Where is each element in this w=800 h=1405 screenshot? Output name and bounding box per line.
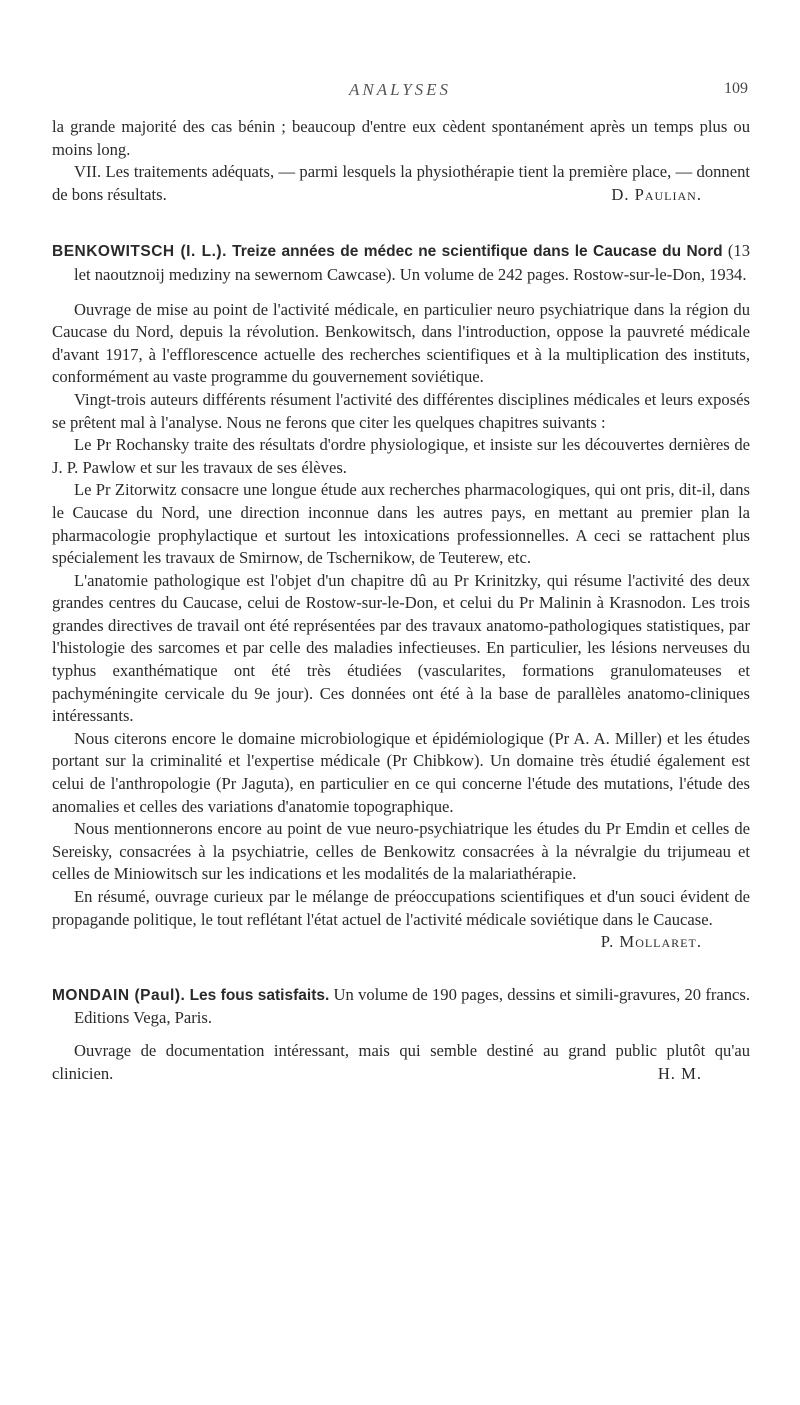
signature-mollaret: P. Mollaret.	[600, 932, 702, 952]
signature-paulian: D. Paulian.	[611, 184, 702, 204]
intro-paragraph-1: la grande majorité des cas bénin ; beaucoup d'entre eux cèdent spontanément après un temps plus ou moins long.	[52, 117, 750, 159]
review-1-paragraph: Le Pr Rochansky traite des résultats d'ordre physiologique, et insiste sur les découvertes dernières de J. P. Pawlow et sur les travaux de ses élèves.	[52, 435, 750, 477]
review-1-paragraph: Le Pr Zitorwitz consacre une longue étude aux recherches pharmacologiques, qui ont pris, dit-il, dans le Caucase du Nord, une direction inconnue dans les autres pays, en mettant au premier plan la pharmacologie prophylactique et surtout les intoxications professionnelles. A ceci se rattachent plus spécialement les travaux de Smirnow, de Tschernikow, de Teuterew, etc.	[52, 480, 750, 568]
article-body	[52, 116, 750, 1085]
review-2-heading	[52, 984, 750, 1030]
review-2-author: MONDAIN (Paul).	[52, 986, 186, 1004]
review-1-paragraph-last	[52, 886, 750, 954]
review-2-citation: Un volume de 190 pages, dessins et simili-gravures, 20 francs. Editions Vega, Paris.	[74, 984, 751, 1028]
review-1-paragraph: Ouvrage de mise au point de l'activité médicale, en particulier neuro psychiatrique dans la région du Caucase du Nord, depuis la révolution. Benkowitsch, dans l'introduction, oppose la pauvreté médicale d'avant 1917, à l'efflorescence actuelle des recherches scientifiques et à la multiplication des instituts, conformément au vaste programme du gouvernement soviétique.	[52, 299, 750, 387]
review-1-paragraph-last-text: En résumé, ouvrage curieux par le mélange de préoccupations scientifiques et d'un souci évident de propagande politique, le tout reflétant l'état actuel de l'activité médicale soviétique dans le Caucase.	[52, 887, 750, 929]
review-1-paragraph: Nous citerons encore le domaine microbiologique et épidémiologique (Pr A. A. Miller) et les études portant sur la criminalité et l'expertise médicale (Pr Chibkow). Un domaine très étudié également est celui de l'anthropologie (Pr Jaguta), en particulier en ce qui concerne l'étude des mutations, l'étude des anomalies et celles des variations d'anatomie topographique.	[52, 728, 750, 816]
review-1-paragraph: Vingt-trois auteurs différents résument l'activité des différentes disciplines médicales et leurs exposés se prêtent mal à l'analyse. Nous ne ferons que citer les quelques chapitres suivants :	[52, 389, 750, 432]
review-1-author: BENKOWITSCH (I. L.).	[52, 243, 227, 261]
intro-paragraph-2-text: VII. Les traitements adéquats, — parmi lesquels la physiothérapie tient la première place, — donnent de bons résultats.	[52, 162, 750, 204]
review-2-paragraph	[52, 1040, 750, 1085]
signature-hm: H. M.	[657, 1063, 702, 1083]
review-1-paragraph: L'anatomie pathologique est l'objet d'un chapitre dû au Pr Krinitzky, qui résume l'activité des deux grandes centres du Caucase, celui de Rostow-sur-le-Don, et celui du Pr Malinin à Krasnodon. Les trois grandes directives de travail ont été représentées par des travaux anatomo-pathologiques statistiques, par l'histologie des sarcomes et par celle des maladies infectieuses. En particulier, les lésions nerveuses du typhus exanthématique ont été très étudiées (vascularites, formations granulomateuses et pachyméningite cervicale du 9e jour). Ces données ont été à la base de parallèles anatomo-cliniques intéressants.	[52, 570, 750, 726]
running-head	[0, 80, 800, 102]
review-2-paragraph-text: Ouvrage de documentation intéressant, mais qui semble destiné au grand public plutôt qu'au clinicien.	[52, 1040, 750, 1083]
page-number: 109	[724, 80, 748, 97]
review-1-heading	[52, 240, 750, 286]
review-1-citation: (13 let naoutznoij medıziny na sewernom Cawcase). Un volume de 242 pages. Rostow-sur-le-Don, 1934.	[74, 241, 751, 284]
review-1-title: Treize années de médec ne scientifique dans le Caucase du Nord	[232, 243, 723, 261]
running-title: ANALYSES	[348, 80, 452, 99]
review-2-title: Les fous satisfaits.	[189, 986, 330, 1004]
review-1-paragraph: Nous mentionnerons encore au point de vue neuro-psychiatrique les études du Pr Emdin et celles de Sereisky, consacrées à la psychiatrie, celles de Benkowitz consacrées à la névralgie du trijumeau et celles de Miniowitsch sur les indications et les modalités de la malariathérapie.	[52, 819, 750, 884]
intro-paragraph-2	[52, 161, 750, 206]
